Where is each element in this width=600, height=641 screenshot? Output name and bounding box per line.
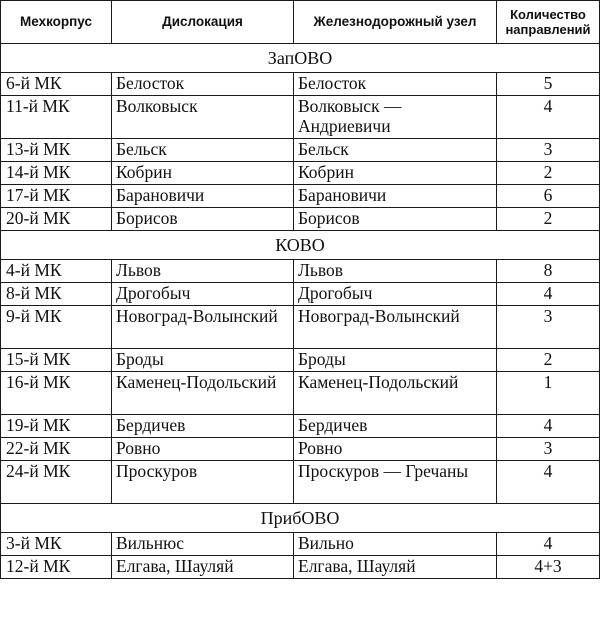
count-cell: 4 <box>497 415 600 438</box>
table-row <box>1 139 600 162</box>
node-cell: Бельск <box>294 139 497 162</box>
corps-cell: 11-й МК <box>1 96 112 139</box>
corps-cell: 13-й МК <box>1 139 112 162</box>
node-cell: Волковыск — Андриевичи <box>294 96 497 139</box>
table-row <box>1 461 600 504</box>
corps-cell: 20-й МК <box>1 208 112 231</box>
section-row <box>1 44 600 73</box>
node-cell: Борисов <box>294 208 497 231</box>
node-cell: Вильно <box>294 533 497 556</box>
corps-cell: 8-й МК <box>1 283 112 306</box>
corps-cell: 3-й МК <box>1 533 112 556</box>
count-cell: 4 <box>497 461 600 504</box>
node-cell: Львов <box>294 260 497 283</box>
node-cell: Проскуров — Гречаны <box>294 461 497 504</box>
table-row <box>1 415 600 438</box>
header-location: Дислокация <box>112 1 294 44</box>
header-row <box>1 1 600 44</box>
corps-cell: 4-й МК <box>1 260 112 283</box>
node-cell: Барановичи <box>294 185 497 208</box>
count-cell: 4 <box>497 283 600 306</box>
node-cell: Каменец-Подольский <box>294 372 497 415</box>
table-row <box>1 185 600 208</box>
location-cell: Ровно <box>112 438 294 461</box>
count-cell: 2 <box>497 208 600 231</box>
section-title: ПрибОВО <box>1 504 600 533</box>
corps-cell: 14-й МК <box>1 162 112 185</box>
corps-cell: 16-й МК <box>1 372 112 415</box>
count-cell: 8 <box>497 260 600 283</box>
corps-cell: 22-й МК <box>1 438 112 461</box>
location-cell: Белосток <box>112 73 294 96</box>
count-cell: 3 <box>497 306 600 349</box>
node-cell: Бердичев <box>294 415 497 438</box>
table-row <box>1 162 600 185</box>
location-cell: Кобрин <box>112 162 294 185</box>
corps-cell: 24-й МК <box>1 461 112 504</box>
node-cell: Ровно <box>294 438 497 461</box>
count-cell: 4+3 <box>497 556 600 579</box>
header-corps: Мехкорпус <box>1 1 112 44</box>
node-cell: Новоград-Волынский <box>294 306 497 349</box>
location-cell: Каменец-Подольский <box>112 372 294 415</box>
table-row <box>1 556 600 579</box>
location-cell: Дрогобыч <box>112 283 294 306</box>
count-cell: 1 <box>497 372 600 415</box>
table-row <box>1 372 600 415</box>
count-cell: 3 <box>497 139 600 162</box>
location-cell: Львов <box>112 260 294 283</box>
location-cell: Броды <box>112 349 294 372</box>
node-cell: Белосток <box>294 73 497 96</box>
count-cell: 4 <box>497 96 600 139</box>
table-row <box>1 260 600 283</box>
table-row <box>1 283 600 306</box>
corps-cell: 12-й МК <box>1 556 112 579</box>
corps-cell: 19-й МК <box>1 415 112 438</box>
location-cell: Бердичев <box>112 415 294 438</box>
count-cell: 5 <box>497 73 600 96</box>
table-row <box>1 438 600 461</box>
count-cell: 2 <box>497 162 600 185</box>
location-cell: Новоград-Волынский <box>112 306 294 349</box>
location-cell: Проскуров <box>112 461 294 504</box>
location-cell: Барановичи <box>112 185 294 208</box>
section-title: ЗапОВО <box>1 44 600 73</box>
count-cell: 2 <box>497 349 600 372</box>
location-cell: Бельск <box>112 139 294 162</box>
table-row <box>1 533 600 556</box>
location-cell: Елгава, Шауляй <box>112 556 294 579</box>
header-directions-count: Количество направлений <box>497 1 600 44</box>
location-cell: Борисов <box>112 208 294 231</box>
table-row <box>1 349 600 372</box>
count-cell: 4 <box>497 533 600 556</box>
header-railway-node: Железнодорожный узел <box>294 1 497 44</box>
count-cell: 6 <box>497 185 600 208</box>
corps-cell: 17-й МК <box>1 185 112 208</box>
table-row <box>1 96 600 139</box>
location-cell: Волковыск <box>112 96 294 139</box>
corps-cell: 6-й МК <box>1 73 112 96</box>
location-cell: Вильнюс <box>112 533 294 556</box>
node-cell: Дрогобыч <box>294 283 497 306</box>
node-cell: Елгава, Шауляй <box>294 556 497 579</box>
table-row <box>1 208 600 231</box>
section-title: КОВО <box>1 231 600 260</box>
node-cell: Броды <box>294 349 497 372</box>
table-row <box>1 306 600 349</box>
node-cell: Кобрин <box>294 162 497 185</box>
corps-cell: 15-й МК <box>1 349 112 372</box>
count-cell: 3 <box>497 438 600 461</box>
corps-cell: 9-й МК <box>1 306 112 349</box>
section-row <box>1 231 600 260</box>
table-row <box>1 73 600 96</box>
section-row <box>1 504 600 533</box>
